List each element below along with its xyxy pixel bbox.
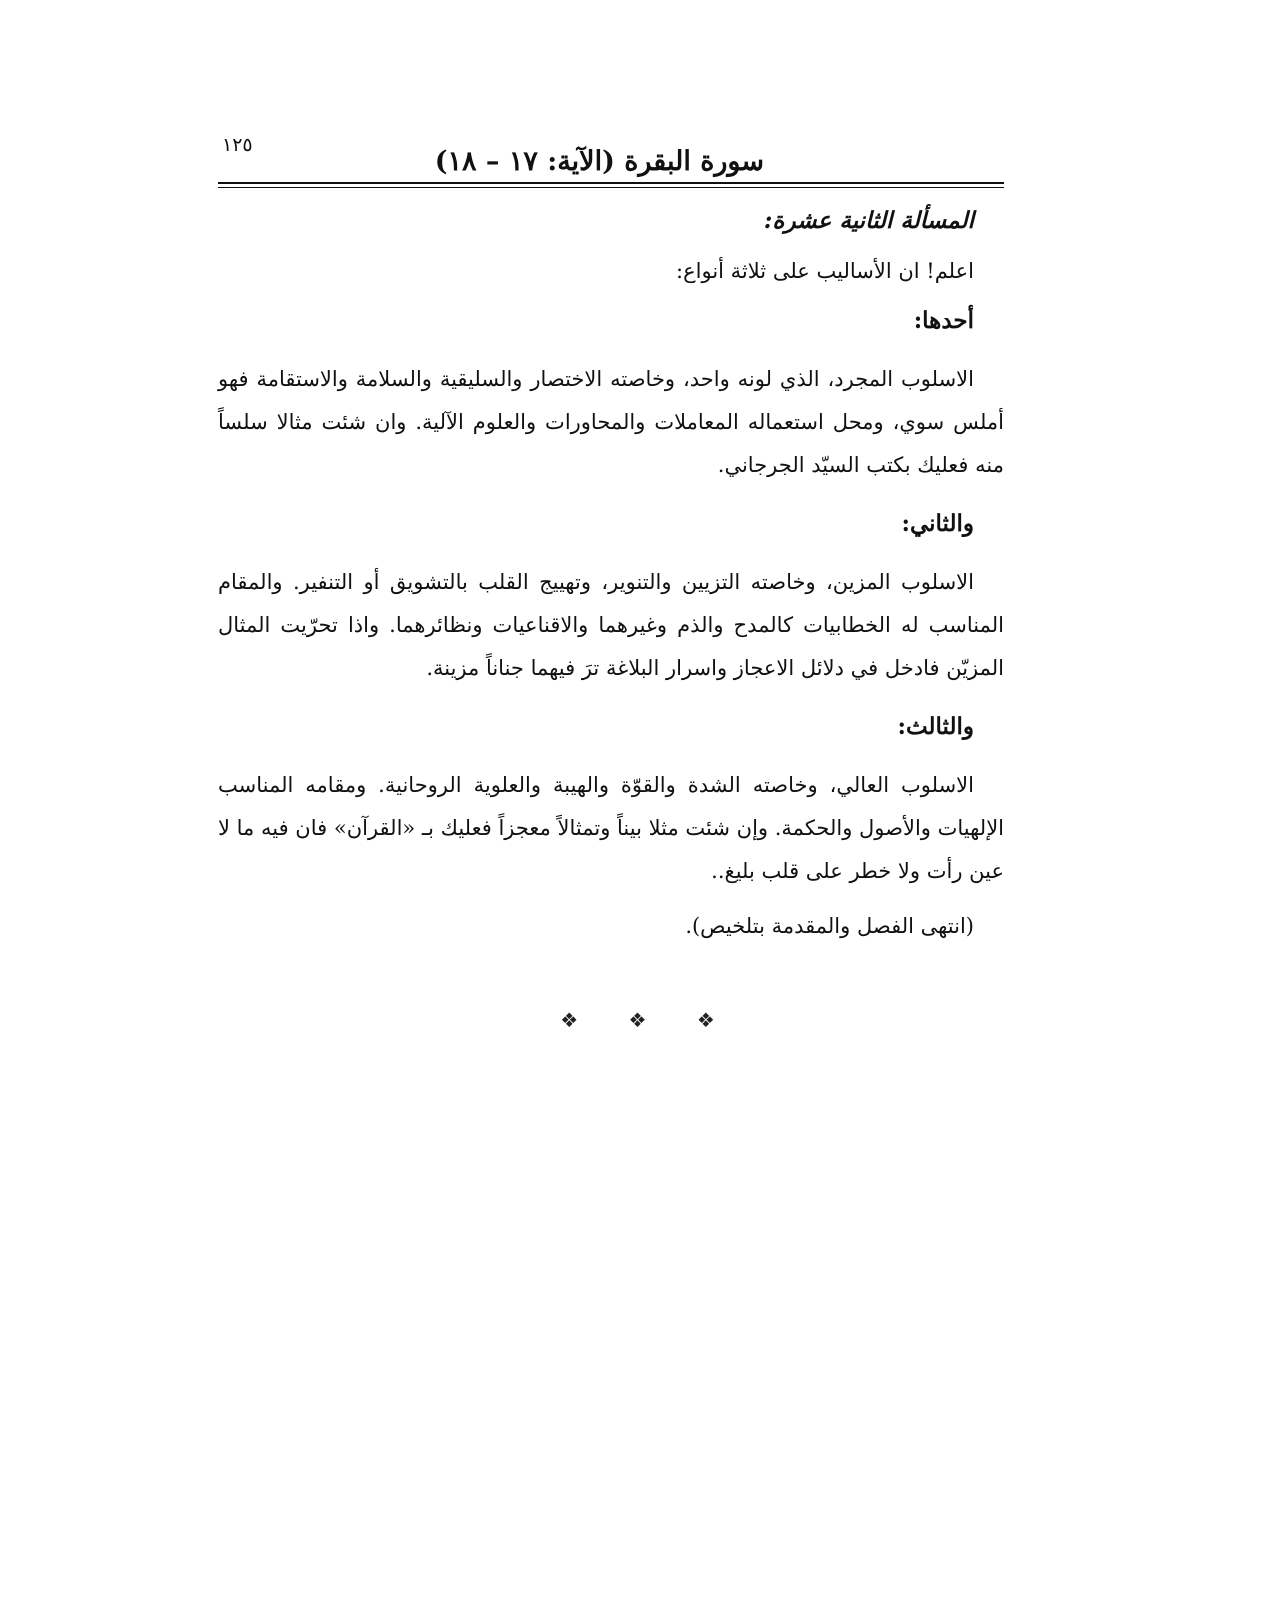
second-style-heading: والثاني: [901,510,974,537]
ornament-icon: ❖ [696,1008,715,1032]
third-style-heading: والثالث: [897,713,974,740]
closing-note: (انتهى الفصل والمقدمة بتلخيص). [685,914,974,938]
header-rule-thick [218,182,1004,184]
header-rule-thin [218,187,1004,188]
first-style-heading: أحدها: [913,307,974,334]
intro-line: اعلم! ان الأساليب على ثلاثة أنواع: [676,259,974,283]
section-end-ornaments [0,1008,1275,1032]
page-body [218,204,1004,943]
book-page [218,130,1004,1030]
section-title: المسألة الثانية عشرة: [763,207,974,234]
header-title: سورة البقرة (الآية: ١٧ – ١٨) [434,146,764,177]
ornament-icon: ❖ [628,1008,647,1032]
third-style-paragraph: الاسلوب العالي، وخاصته الشدة والقوّة والهيبة والعلوية الروحانية. ومقامه المناسب الإلهيات والأصول والحكمة. وإن شئت مثلا بيناً وتمثالاً معجزاً فعليك بـ «القرآن» فان فيه ما لا عين رأت ولا خطر على قلب بليغ.. [218,773,1005,883]
first-style-paragraph: الاسلوب المجرد، الذي لونه واحد، وخاصته الاختصار والسليقية والسلامة والاستقامة فهو أملس سوي، ومحل استعماله المعاملات والمحاورات والعلوم الآلية. وان شئت مثالا سلساً منه فعليك بكتب السيّد الجرجاني. [218,367,1004,477]
second-style-paragraph: الاسلوب المزين، وخاصته التزيين والتنوير، وتهييج القلب بالتشويق أو التنفير. والمقام المناسب له الخطابيات كالمدح والذم وغيرهما والاقناعيات ونظائرهما. واذا تحرّيت المثال المزيّن فادخل في دلائل الاعجاز واسرار البلاغة ترَ فيهما جناناً مزينة. [218,570,1004,680]
running-header [218,130,1004,184]
ornament-icon: ❖ [560,1008,579,1032]
page-number: ١٢٥ [222,134,253,156]
